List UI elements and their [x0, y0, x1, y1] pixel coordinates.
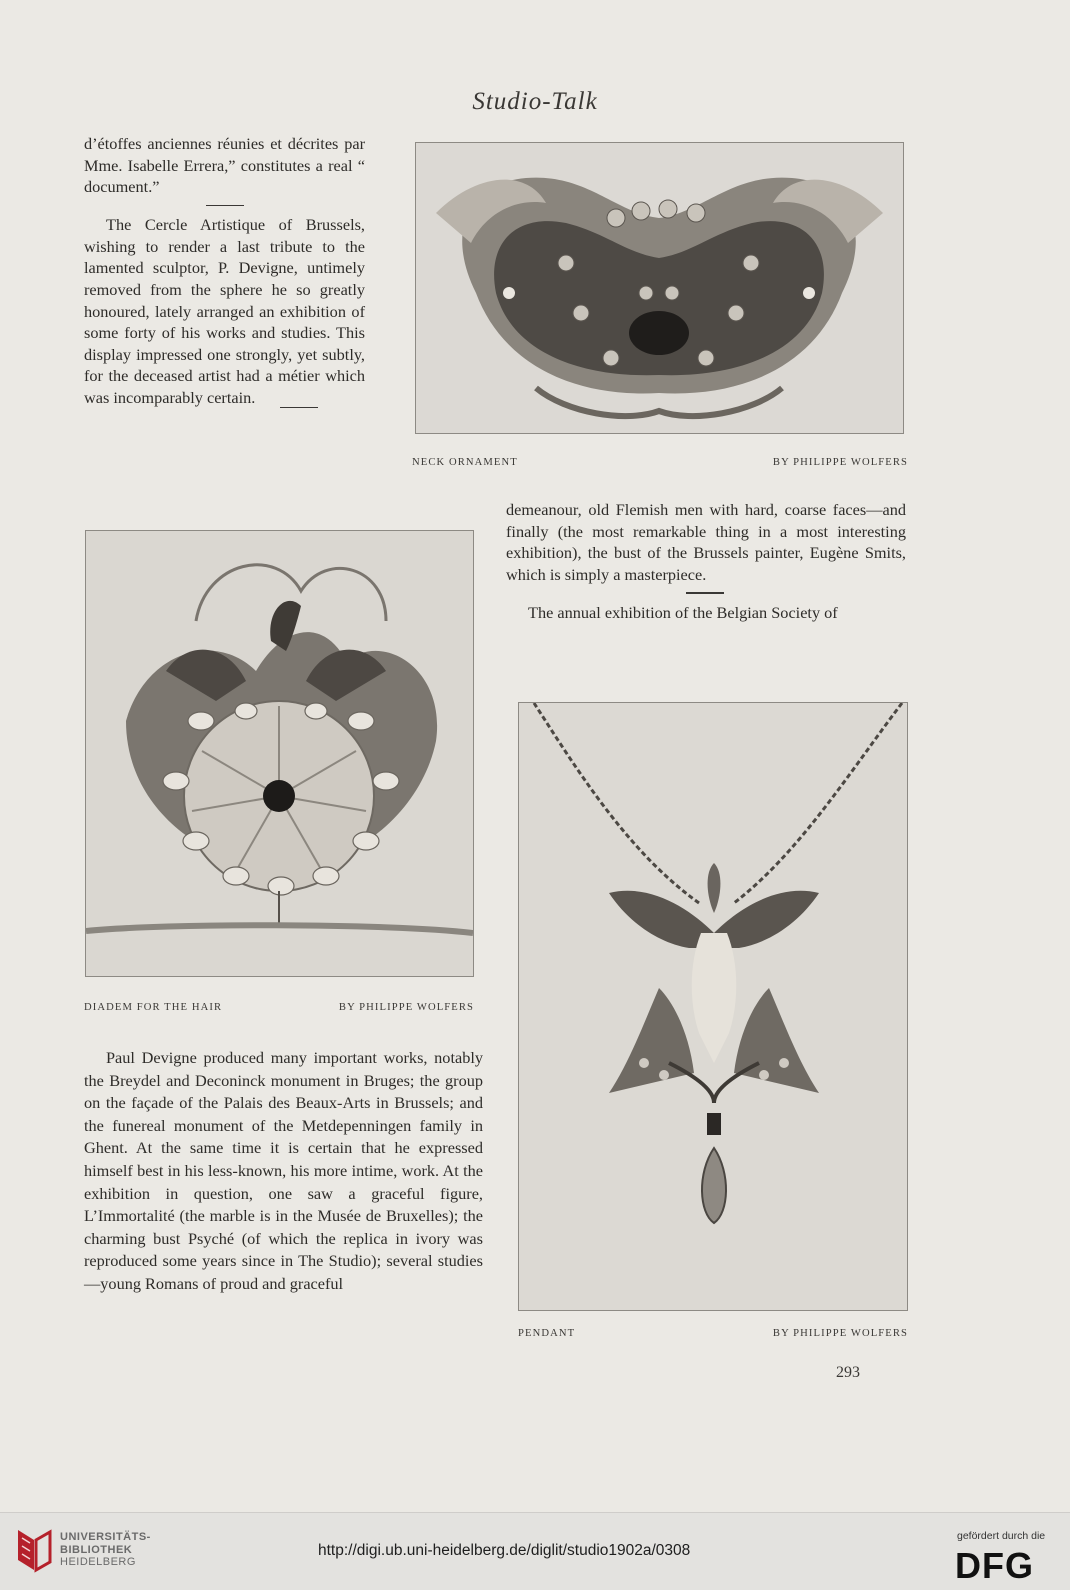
section-divider — [206, 205, 244, 207]
paragraph-belgian-society: The annual exhibition of the Belgian Society of — [528, 602, 838, 622]
dfg-logo: DFG — [955, 1545, 1034, 1586]
caption-title: PENDANT — [518, 1328, 576, 1339]
paragraph-document: d’étoffes anciennes réunies et décrites par Mme. Isabelle Errera,” constitutes a real “ document.” — [84, 134, 365, 197]
caption-title: NECK ORNAMENT — [412, 457, 518, 468]
diadem-image — [85, 530, 474, 977]
paragraph-paul-devigne: Paul Devigne produced many important works, notably the Breydel and Deconinck monument in Bruges; the group on the façade of the Palais des Beaux-Arts in Brussels; and the funereal monument of the Metdepenningen family in Ghent. At the same time it is certain that he expressed himself best in his less-known, his more intime, work. At the exhibition in question, one saw a graceful figure, L’Immortalité (the marble is in the Musée de Bruxelles); the charming bust Psyché (of which the replica in ivory was reproduced some years since in The Studio); several studies—young Romans of proud and graceful — [84, 1048, 483, 1293]
neck-ornament-caption — [412, 457, 908, 468]
university-library-name: UNIVERSITÄTS- BIBLIOTHEK HEIDELBERG — [60, 1531, 151, 1568]
caption-title: DIADEM FOR THE HAIR — [84, 1002, 223, 1013]
paragraph-demeanour: demeanour, old Flemish men with hard, coarse faces—and finally (the most remarkable thing in a most interesting exhibition), the bust of the Brussels painter, Eugène Smits, which is simply a masterpiece. — [506, 500, 906, 584]
left-column-bottom — [84, 1047, 483, 1296]
caption-credit: BY PHILIPPE WOLFERS — [772, 457, 908, 468]
section-divider — [280, 407, 318, 409]
section-divider — [686, 592, 724, 594]
pendant-caption — [518, 1328, 908, 1339]
paragraph-cercle-artistique: The Cercle Artistique of Brussels, wishing to render a last tribute to the lamented sculptor, P. Devigne, untimely removed from the sphere he so greatly honoured, lately arranged an exhibition of some forty of his works and studies. This display impressed one strongly, yet subtly, for the deceased artist had a métier which was incomparably certain. — [84, 215, 365, 408]
diadem-caption — [84, 1002, 474, 1013]
running-head: Studio-Talk — [472, 88, 598, 115]
right-column-text — [506, 499, 906, 623]
pendant-image — [518, 702, 908, 1311]
digitization-footer — [0, 1512, 1070, 1590]
permalink-url[interactable]: http://digi.ub.uni-heidelberg.de/diglit/studio1902a/0308 — [318, 1542, 691, 1559]
neck-ornament-image — [415, 142, 904, 434]
caption-credit: BY PHILIPPE WOLFERS — [772, 1328, 908, 1339]
page-number: 293 — [836, 1364, 860, 1381]
caption-credit: BY PHILIPPE WOLFERS — [338, 1002, 474, 1013]
funding-note: gefördert durch die — [957, 1530, 1046, 1542]
university-library-logo-icon — [14, 1526, 54, 1579]
left-column-top — [84, 133, 365, 416]
